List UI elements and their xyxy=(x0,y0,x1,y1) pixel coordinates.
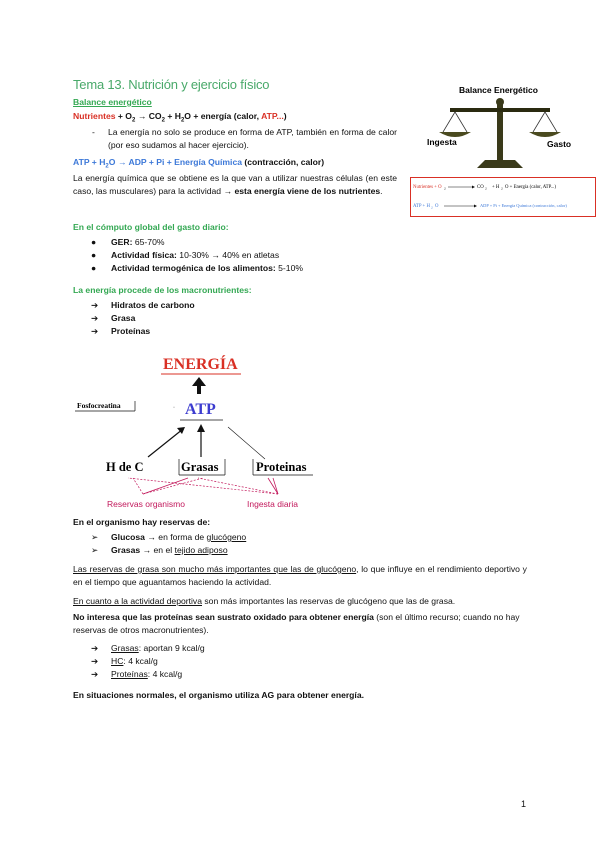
up-arrow-icon xyxy=(192,377,206,386)
list-item xyxy=(91,262,411,275)
eq-h2o-sub: 2 xyxy=(180,117,185,124)
conclusion: En situaciones normales, el organismo utiliza AG para obtener energía. xyxy=(73,690,364,700)
equation-box-figure xyxy=(410,177,596,217)
arrow-icon: ➔ xyxy=(91,655,99,666)
arrow-icon: ➔ xyxy=(91,300,99,310)
proteinas-label: Proteinas xyxy=(256,460,307,474)
kcal-list xyxy=(91,642,391,681)
equation-nutrients xyxy=(73,110,397,123)
eq2-rhs: O → ADP + Pi + Energía Química xyxy=(108,157,242,167)
item-label: HC xyxy=(111,655,124,666)
list-item xyxy=(91,668,391,681)
dash-marker: - xyxy=(92,127,95,137)
box-line2-b: 2 xyxy=(431,205,433,210)
arrowhead-icon: ➢ xyxy=(91,532,99,542)
eq-energy: O + energía (calor, xyxy=(184,111,262,121)
scale-beam xyxy=(450,108,550,112)
paragraph-reserves xyxy=(73,563,527,589)
equation-box-border xyxy=(411,178,596,217)
eq2-lhs: ATP + H xyxy=(73,157,106,167)
p3-underlined: En cuanto a la actividad deportiva xyxy=(73,596,202,606)
p4-bold: No interesa que las proteínas sean sustrato oxidado para obtener energía xyxy=(73,612,374,622)
box-line1-d: 2 xyxy=(485,186,487,191)
p1-text: La energía química que se obtiene es la que van a utilizar nuestras células (en este caso, las musculares) para la actividad → xyxy=(73,173,397,196)
ingesta-label: Ingesta xyxy=(427,137,457,147)
item-underlined: tejido adiposo xyxy=(174,544,228,555)
p3-rest: son más importantes las reservas de glucógeno que las de grasa. xyxy=(202,596,456,606)
arrowhead-icon: ➢ xyxy=(91,544,99,555)
reserves-heading: En el organismo hay reservas de: xyxy=(73,517,211,527)
hdec-label: H de C xyxy=(106,460,144,474)
eq2-tail: (contracción, calor) xyxy=(242,157,325,167)
nutrients-term: Nutrientes xyxy=(73,111,116,121)
note-text: La energía no solo se produce en forma de ATP, también en forma de calor (por eso sudamos al hacer ejercicio). xyxy=(108,127,397,150)
paragraph-activity xyxy=(73,595,527,608)
p1-bold: esta energía viene de los nutrientes xyxy=(234,185,381,196)
list-item xyxy=(91,544,431,557)
paragraph-proteins xyxy=(73,611,527,637)
p4-rest: (son el último recurso; cuando no hay reservas de otros macronutrientes). xyxy=(73,612,520,635)
box-line1-f: 2 xyxy=(501,186,503,191)
reservas-label: Reservas organismo xyxy=(107,499,185,509)
bullet: ● xyxy=(91,262,97,273)
arrow-icon: ➔ xyxy=(91,668,99,679)
p2-underlined: Las reservas de grasa son mucho más importantes que las de glucógeno xyxy=(73,564,357,574)
gasto-list xyxy=(91,236,411,275)
eq-o2-sub: 2 xyxy=(131,117,136,124)
eq-h2o: + H xyxy=(164,111,181,121)
eq-close: ) xyxy=(283,111,287,121)
p2-rest: , lo que influye en el rendimiento deportivo y en el tiempo que aguantamos haciendo la actividad. xyxy=(73,564,527,587)
item-label: Hidratos de carbono xyxy=(111,300,195,310)
paragraph-energy xyxy=(73,172,397,198)
list-item xyxy=(91,249,411,262)
item-label: Glucosa xyxy=(111,532,145,542)
macros-heading: La energía procede de los macronutrientes: xyxy=(73,285,252,295)
box-line1-b: 2 xyxy=(444,186,446,191)
fosfocreatina-label: Fosfocreatina xyxy=(77,401,121,410)
page-title: Tema 13. Nutrición y ejercicio físico xyxy=(73,77,270,92)
item-label: Proteínas xyxy=(111,668,148,679)
eq-o2: + O xyxy=(117,111,132,121)
eq2-sub: 2 xyxy=(105,163,109,170)
atp-label: ATP xyxy=(185,401,216,418)
macros-list xyxy=(91,299,391,338)
section-heading: Balance energético xyxy=(73,97,152,107)
item-label: GER: xyxy=(111,237,133,247)
ingesta-diaria-label: Ingesta diaria xyxy=(247,499,299,509)
right-pan-icon xyxy=(529,132,561,137)
bullet: ● xyxy=(91,249,97,260)
list-item xyxy=(91,531,431,544)
box-line1-c: CO xyxy=(477,185,484,190)
scale-base xyxy=(477,160,523,168)
atp-diagram xyxy=(73,347,363,515)
list-item xyxy=(91,312,391,325)
box-line1-e: + H xyxy=(492,185,500,190)
list-item xyxy=(91,642,391,655)
box-line2-d: ADP + Pi + Energía Química (contracción, calor) xyxy=(480,203,567,208)
item-label: Actividad física: xyxy=(111,249,177,260)
item-value: : aportan 9 kcal/g xyxy=(138,643,205,653)
item-label: Grasas xyxy=(111,643,139,653)
page-number: 1 xyxy=(520,798,526,809)
list-item xyxy=(91,655,391,668)
bullet: ● xyxy=(91,237,97,247)
item-middle: → en forma de xyxy=(144,532,207,542)
box-line1-g: O + Energía (calor, ATP...) xyxy=(505,185,556,190)
arrow-icon: ➔ xyxy=(91,325,99,336)
box-line2-c: O xyxy=(435,204,439,209)
item-label: Proteínas xyxy=(111,325,151,336)
energia-label: ENERGÍA xyxy=(163,356,238,373)
eq-atp: ATP... xyxy=(261,111,284,121)
item-value: : 4 kcal/g xyxy=(123,655,158,666)
item-value: : 4 kcal/g xyxy=(147,668,183,679)
item-value: 65-70% xyxy=(132,237,165,247)
item-label: Grasa xyxy=(111,312,136,323)
item-label: Grasas xyxy=(111,544,141,555)
item-underlined: glucógeno xyxy=(206,532,247,542)
p1-end: . xyxy=(380,185,383,196)
arrow-icon: ➔ xyxy=(91,643,99,653)
reserves-list xyxy=(91,531,431,557)
eq-co2-sub: 2 xyxy=(161,117,165,124)
equation-atp xyxy=(73,156,397,169)
list-item xyxy=(91,299,391,312)
balance-scale-figure xyxy=(415,80,585,175)
gasto-heading: En el cómputo global del gasto diario: xyxy=(73,222,229,232)
balance-title: Balance Energético xyxy=(459,85,538,95)
box-line2-a: ATP + H xyxy=(413,204,430,209)
item-label: Actividad termogénica de los alimentos: xyxy=(111,262,276,273)
item-value: 10-30% → 40% en atletas xyxy=(176,249,280,260)
item-middle: → en el xyxy=(140,544,175,555)
arrow-icon: ➔ xyxy=(91,312,99,323)
grasas-label: Grasas xyxy=(181,460,219,474)
list-item xyxy=(91,236,411,249)
arrow-grasas-atp-icon xyxy=(197,424,205,432)
list-item xyxy=(91,325,391,338)
box-line1-a: Nutrientes + O xyxy=(413,185,442,190)
eq-co2: → CO xyxy=(135,111,162,121)
gasto-label: Gasto xyxy=(547,139,572,149)
svg-text:·: · xyxy=(173,405,175,411)
scale-top-icon xyxy=(496,98,504,106)
item-value: 5-10% xyxy=(275,262,303,273)
